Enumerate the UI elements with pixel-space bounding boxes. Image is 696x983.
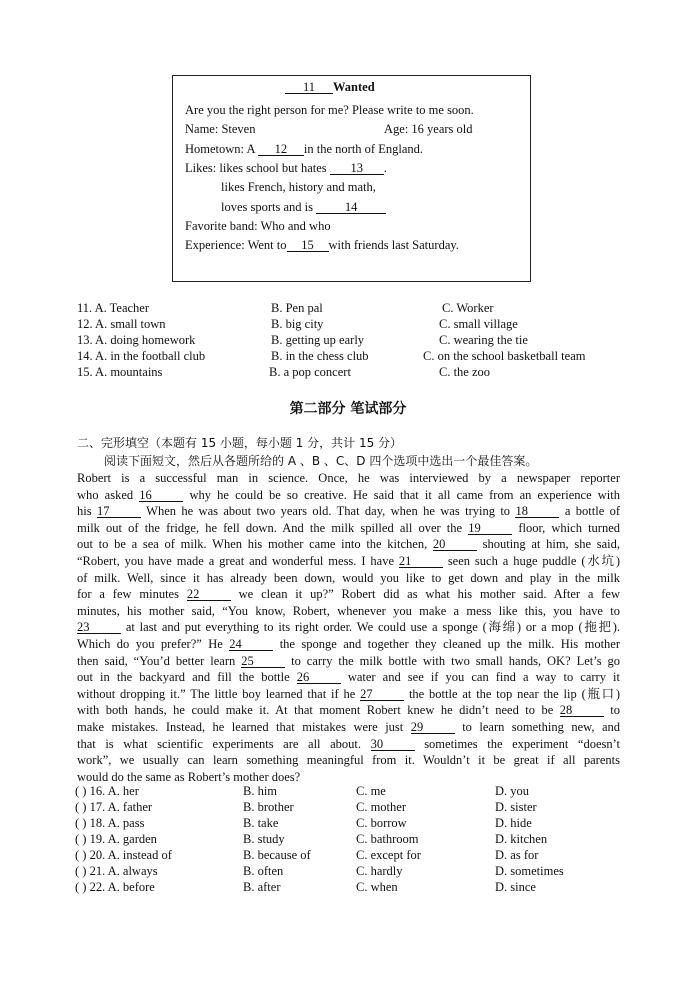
passage-text: to learn something new, and — [462, 719, 620, 734]
passage-text: then said, “You’d better learn — [77, 653, 236, 668]
passage-text: to — [610, 703, 620, 718]
passage-text: would do the same as Robert’s mother does? — [77, 769, 301, 784]
blank-20: 20 — [433, 538, 477, 551]
passage-text: milk out of the fridge, he fell down. And the milk spilled all over the — [77, 520, 463, 535]
part1-options — [77, 300, 637, 380]
option-row: 15. A. mountains B. a pop concert C. the zoo — [77, 365, 491, 379]
passage-text: out in the backyard and fill the bottle — [77, 670, 290, 685]
ad-hometown: Hometown: A 12 in the north of England. — [185, 142, 423, 156]
passage-line — [77, 586, 620, 603]
ad-age: Age: 16 years old — [384, 122, 473, 136]
passage-line — [77, 736, 620, 753]
blank-12: 12 — [258, 143, 304, 156]
passage-text: sometimes the experiment “doesn’t — [424, 736, 620, 751]
passage-text: to carry the milk bottle with two small hands, OK? Let’s go — [291, 653, 620, 668]
passage-text: his — [77, 504, 92, 519]
passage-line — [77, 520, 620, 537]
choice-row: ( ) 21. A. always B. often C. hardly D. sometimes — [75, 864, 564, 878]
passage-text: of milk. Well, since it has already been down, would you like to get down and play in the milk — [77, 570, 620, 585]
ad-likes: Likes: likes school but hates 13 . — [185, 161, 387, 175]
ad-experience: Experience: Went to 15 with friends last Saturday. — [185, 238, 459, 252]
passage-line — [77, 702, 620, 719]
blank-22: 22 — [187, 588, 231, 601]
ad-title — [285, 80, 375, 95]
blank-29: 29 — [411, 721, 455, 734]
ad-likes-2: likes French, history and math, — [221, 180, 376, 194]
option-row: 13. A. doing homework B. getting up early C. wearing the tie — [77, 333, 528, 347]
blank-21: 21 — [399, 555, 443, 568]
passage-text: When he was about two years old. That day, when he was trying to — [146, 504, 511, 519]
blank-23: 23 — [77, 621, 121, 634]
passage-text: the bottle at the top near the lip (瓶口) — [408, 686, 620, 701]
passage-text: Robert is a successful man in science. Once, he was interviewed by a newspaper reporter — [77, 471, 620, 485]
cloze-heading: 二、完形填空（本题有 15 小题，每小题 1 分，共计 15 分） — [77, 436, 403, 450]
passage-text: for a few minutes — [77, 587, 179, 602]
passage-text: out to be a sea of milk. When his mother came into the kitchen, — [77, 537, 428, 552]
passage-text: at last and put everything to its right order. We could use a sponge (海绵) or a mop (拖把). — [125, 620, 620, 635]
ad-title-text: Wanted — [333, 80, 375, 94]
passage-text: water and see if you can find a way to carry it — [347, 670, 620, 685]
passage-line — [77, 719, 620, 736]
blank-15: 15 — [287, 239, 329, 252]
passage-text: Which do you prefer?” He — [77, 636, 223, 651]
ad-name: Name: Steven — [185, 122, 256, 136]
blank-27: 27 — [360, 688, 404, 701]
passage-text: shouting at him, she said, — [482, 537, 620, 552]
blank-14: 14 — [316, 201, 386, 214]
passage-line — [77, 752, 620, 769]
blank-19: 19 — [468, 522, 512, 535]
passage-line — [77, 503, 620, 520]
choice-row: ( ) 19. A. garden B. study C. bathroom D. kitchen — [75, 832, 548, 846]
choice-row: ( ) 20. A. instead of B. because of C. except for D. as for — [75, 848, 539, 862]
blank-18: 18 — [515, 505, 559, 518]
passage-text: without dropping it.” The little boy learned that if he — [77, 686, 356, 701]
blank-17: 17 — [97, 505, 141, 518]
choice-row: ( ) 22. A. before B. after C. when D. since — [75, 880, 536, 894]
cloze-choices — [75, 783, 635, 895]
choice-row: ( ) 16. A. her B. him C. me D. you — [75, 784, 530, 798]
passage-text: floor, which turned — [518, 520, 620, 535]
option-row: 14. A. in the football club B. in the chess club C. on the school basketball team — [77, 349, 586, 363]
passage-text: make mistakes. Instead, he learned that mistakes were just — [77, 719, 404, 734]
passage-text: “Robert, you have made a great and wonderful mess. I have — [77, 553, 394, 568]
passage-line — [77, 553, 620, 570]
passage-text: minutes, his mother said, “You know, Robert, whenever you make a mess like this, you have to — [77, 603, 620, 618]
wanted-ad-box — [172, 75, 531, 282]
passage-line — [77, 686, 620, 703]
passage-text: the sponge and together they cleaned up the milk. His mother — [279, 636, 620, 651]
passage-line — [77, 603, 620, 620]
blank-25: 25 — [241, 655, 285, 668]
passage-text: seen such a huge puddle (水坑) — [447, 553, 620, 568]
passage-text: with both hands, he could make it. At that moment Robert knew he didn’t need to be — [77, 703, 554, 718]
passage-line — [77, 636, 620, 653]
passage-line — [77, 619, 620, 636]
blank-26: 26 — [297, 671, 341, 684]
cloze-instruction: 阅读下面短文，然后从各题所给的 A 、B 、C、D 四个选项中选出一个最佳答案。 — [104, 454, 538, 468]
cloze-passage — [77, 470, 620, 785]
ad-likes-3: loves sports and is 14 — [221, 200, 386, 215]
passage-text: who asked — [77, 487, 134, 502]
ad-band: Favorite band: Who and who — [185, 219, 331, 233]
option-row: 11. A. Teacher B. Pen pal C. Worker — [77, 301, 494, 315]
blank-30: 30 — [371, 738, 415, 751]
ad-intro: Are you the right person for me? Please write to me soon. — [185, 103, 474, 117]
passage-line — [77, 470, 620, 487]
choice-row: ( ) 17. A. father B. brother C. mother D. sister — [75, 800, 537, 814]
passage-text: work”, we usually can learn something meaningful from it. Wouldn’t it be great if all parents — [77, 753, 620, 768]
passage-line — [77, 570, 620, 587]
blank-24: 24 — [229, 638, 273, 651]
passage-text: a bottle of — [564, 504, 620, 519]
choice-row: ( ) 18. A. pass B. take C. borrow D. hide — [75, 816, 532, 830]
section-title: 第二部分 笔试部分 — [289, 401, 407, 417]
blank-16: 16 — [139, 489, 183, 502]
passage-text: that is what scientific experiments are all about. — [77, 736, 361, 751]
blank-28: 28 — [560, 704, 604, 717]
passage-text: we clean it up?” Robert did as what his mother said. After a few — [238, 587, 620, 602]
passage-line — [77, 653, 620, 670]
passage-line — [77, 669, 620, 686]
passage-text: why he could be so creative. He said that it all came from an experience with — [189, 487, 620, 502]
passage-line — [77, 536, 620, 553]
blank-11: 11 — [285, 81, 333, 94]
option-row: 12. A. small town B. big city C. small village — [77, 317, 518, 331]
passage-line — [77, 487, 620, 504]
blank-13: 13 — [330, 162, 384, 175]
